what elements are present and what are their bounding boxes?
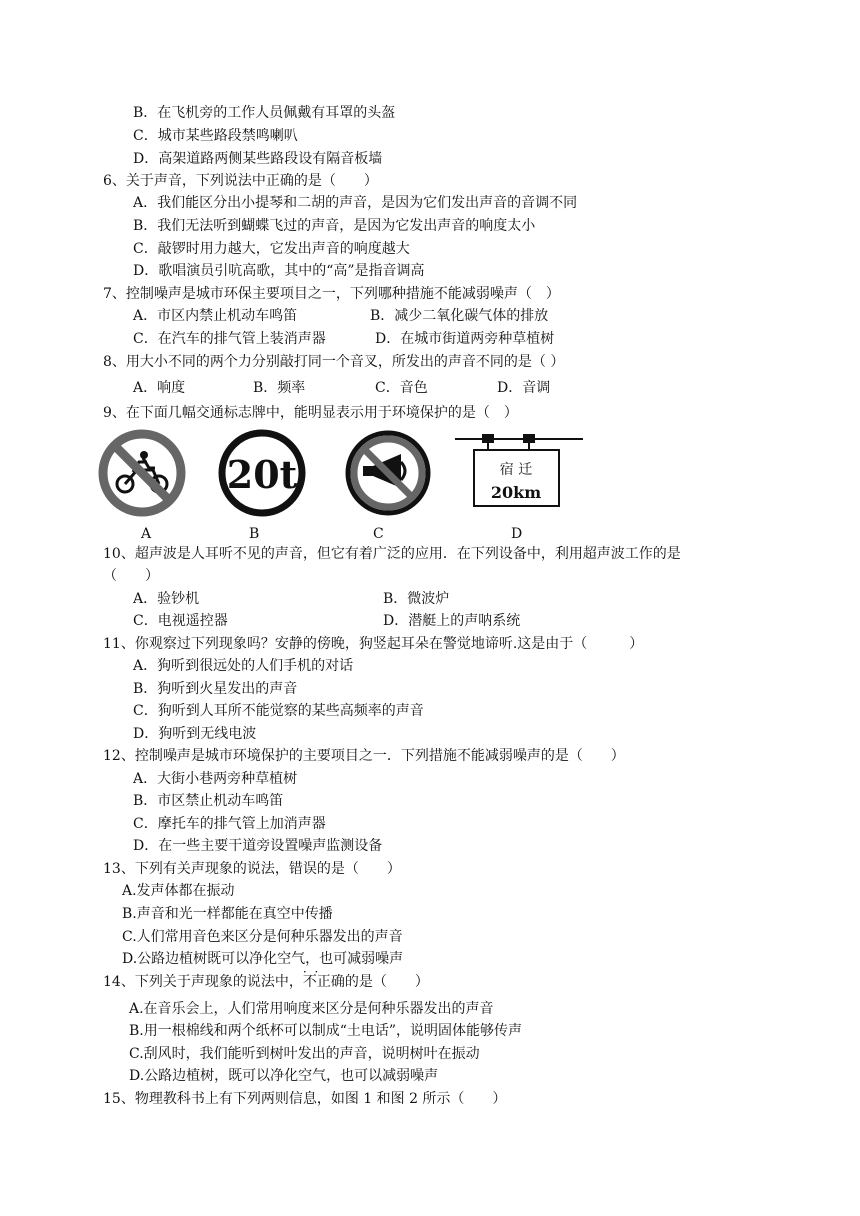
q11-stem: 11、你观察过下列现象吗？安静的傍晚，狗竖起耳朵在警觉地谛听.这是由于（ ） (103, 636, 644, 652)
q12-stem: 12、控制噪声是城市环境保护的主要项目之一．下列措施不能减弱噪声的是（ ） (103, 748, 625, 764)
q9-stem: 9、在下面几幅交通标志牌中，能明显表示用于环境保护的是（ ） (103, 405, 518, 421)
sign-c-label: C (373, 526, 384, 542)
q5-option-c: C．城市某些路段禁鸣喇叭 (133, 128, 298, 144)
q8-stem: 8、用大小不同的两个力分别敲打同一个音叉，所发出的声音不同的是（ ） (103, 354, 565, 370)
q14-option-c: C.刮风时，我们能听到树叶发出的声音，说明树叶在振动 (129, 1046, 480, 1062)
q6-option-a: A．我们能区分出小提琴和二胡的声音，是因为它们发出声音的音调不同 (133, 195, 578, 211)
q6-stem: 6、关于声音，下列说法中正确的是（ ） (103, 173, 378, 189)
q14-option-d: D.公路边植树，既可以净化空气，也可以减弱噪声 (129, 1068, 439, 1084)
sign-d-place: 宿 迁 (499, 462, 533, 478)
sign-d-label: D (511, 526, 523, 542)
q10-option-b: B．微波炉 (383, 591, 450, 607)
q14-stem (103, 972, 429, 992)
q6-option-b: B．我们无法听到蝴蝶飞过的声音，是因为它发出声音的响度太小 (133, 218, 536, 234)
sign-a-label: A (141, 526, 152, 542)
q11-option-c: C．狗听到人耳所不能觉察的某些高频率的声音 (133, 703, 424, 719)
q14-stem-emphasis: 不正确 · · (303, 974, 345, 990)
q8-option-d: D．音调 (497, 380, 551, 396)
q13-option-a: A.发声体都在振动 (122, 883, 235, 899)
q12-option-c: C．摩托车的排气管上加消声器 (133, 816, 326, 832)
q15-stem: 15、物理教科书上有下列两则信息，如图 1 和图 2 所示（ ） (103, 1091, 507, 1107)
q14-stem-before: 14、下列关于声现象的说法中， (103, 974, 303, 990)
q13-option-b: B.声音和光一样都能在真空中传播 (122, 906, 333, 922)
q6-option-d: D．歌唱演员引吭高歌，其中的“高”是指音调高 (133, 263, 425, 279)
q7-option-d: D．在城市街道两旁种草植树 (375, 331, 555, 347)
q13-option-c: C.人们常用音色来区分是何种乐器发出的声音 (122, 929, 403, 945)
no-horn-icon (343, 428, 433, 518)
q14-option-b: B.用一根棉线和两个纸杯可以制成“土电话”，说明固体能够传声 (129, 1023, 523, 1039)
q5-option-d: D．高架道路两侧某些路段设有隔音板墙 (133, 151, 383, 167)
q12-option-d: D．在一些主要干道旁设置噪声监测设备 (133, 838, 383, 854)
q11-option-b: B．狗听到火星发出的声音 (133, 681, 298, 697)
weight-limit-icon (217, 428, 307, 518)
q10-option-a: A．验钞机 (133, 591, 200, 607)
no-motorcycle-icon (97, 428, 187, 518)
q7-option-c: C．在汽车的排气管上装消声器 (133, 331, 326, 347)
q13-option-d: D.公路边植树既可以净化空气，也可减弱噪声 (122, 951, 404, 967)
q7-option-b: B．减少二氧化碳气体的排放 (370, 308, 549, 324)
q5-option-b: B．在飞机旁的工作人员佩戴有耳罩的头盔 (133, 105, 396, 121)
q7-stem: 7、控制噪声是城市环保主要项目之一，下列哪种措施不能减弱噪声（ ） (103, 286, 560, 302)
q7-option-a: A．市区内禁止机动车鸣笛 (133, 308, 298, 324)
q10-option-c: C．电视遥控器 (133, 613, 228, 629)
q12-option-b: B．市区禁止机动车鸣笛 (133, 793, 284, 809)
q13-stem: 13、下列有关声现象的说法，错误的是（ ） (103, 861, 401, 877)
sign-b-label: B (249, 526, 260, 542)
sign-d-distance: 20km (490, 483, 542, 502)
q11-option-d: D．狗听到无线电波 (133, 726, 257, 742)
distance-board-icon (455, 430, 585, 510)
q6-option-c: C．敲锣时用力越大，它发出声音的响度越大 (133, 241, 410, 257)
q11-option-a: A．狗听到很远处的人们手机的对话 (133, 658, 354, 674)
q8-option-a: A．响度 (133, 380, 186, 396)
q8-option-c: C．音色 (375, 380, 428, 396)
q14-stem-after: 的是（ ） (344, 974, 429, 990)
q8-option-b: B．频率 (253, 380, 306, 396)
q10-option-d: D．潜艇上的声呐系统 (383, 613, 521, 629)
q14-option-a: A.在音乐会上，人们常用响度来区分是何种乐器发出的声音 (129, 1001, 494, 1017)
q12-option-a: A．大街小巷两旁种草植树 (133, 771, 298, 787)
sign-b-text: 20t (226, 452, 298, 497)
q10-stem-paren: （ ） (103, 568, 159, 584)
q10-stem: 10、超声波是人耳听不见的声音，但它有着广泛的应用．在下列设备中，利用超声波工作的是 (103, 546, 681, 562)
